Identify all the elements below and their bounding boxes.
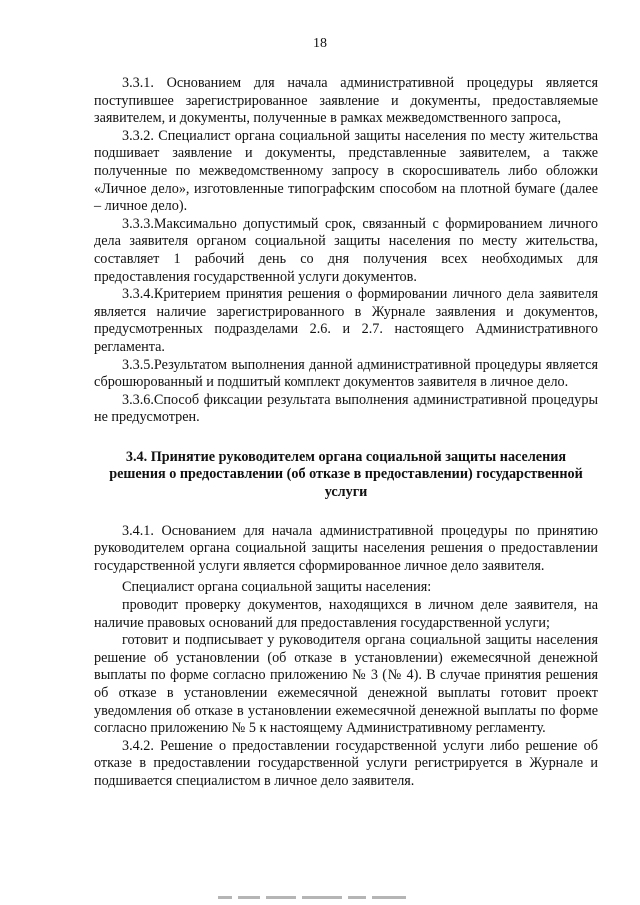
paragraph-3-3-3: 3.3.3.Максимально допустимый срок, связанный с формированием личного дела заявителя органом социальной защиты населения по месту жительства, составляет 1 рабочий день со дня получения всех необходимых для предоставления государственной услуги документов. (94, 215, 598, 285)
section-heading-3-4: 3.4. Принятие руководителем органа социальной защиты населения решения о предоставлении (об отказе в предоставлении) государственной услуги (109, 448, 583, 501)
document-body (94, 75, 598, 791)
paragraph-specialist-intro: Специалист органа социальной защиты населения: (122, 579, 432, 596)
paragraph-3-4-1: 3.4.1. Основанием для начала административной процедуры по принятию руководителем органа социальной защиты населения решения о предоставлении государственной услуги является сформированное личное дело заявителя. (94, 522, 598, 574)
paragraph-3-3-2: 3.3.2. Специалист органа социальной защиты населения по месту жительства подшивает заявление и документы, представленные заявителем, а также полученные по межведомственному запросу в скоросшиватель либо обложки «Личное дело», изготовленные типографским способом на плотной бумаге (далее – личное дело). (94, 127, 598, 215)
page-number: 18 (313, 36, 327, 51)
paragraph-3-3-4: 3.3.4.Критерием принятия решения о формировании личного дела заявителя является наличие зарегистрированного в Журнале заявления и документов, предусмотренных подразделами 2.6. и 2.7. настоящего Административного регламента. (94, 286, 598, 355)
paragraph-prepare-decision: готовит и подписывает у руководителя органа социальной защиты населения решение об установлении (об отказе в установлении) ежемесячной денежной выплаты по форме согласно приложению № 3 (№ 4). В случае принятия решения об отказе в установлении ежемесячной денежной выплаты готовит проект уведомления об отказе в установлении ежемесячной денежной выплаты по форме согласно приложению № 5 к настоящему Административному регламенту. (94, 632, 598, 737)
scan-edge-mark (218, 896, 428, 900)
paragraph-3-3-6: 3.3.6.Способ фиксации результата выполнения административной процедуры не предусмотрен. (94, 391, 598, 426)
paragraph-3-3-5: 3.3.5.Результатом выполнения данной административной процедуры является сброшюрованный и подшитый комплект документов заявителя в личное дело. (94, 356, 598, 391)
paragraph-3-3-1: 3.3.1. Основанием для начала административной процедуры является поступившее зарегистрированное заявление и документы, предоставляемые заявителем, и документы, полученные в рамках межведомственного запроса, (94, 75, 598, 127)
paragraph-check-documents: проводит проверку документов, находящихся в личном деле заявителя, на наличие правовых оснований для предоставления государственной услуги; (94, 597, 598, 631)
paragraph-3-4-2: 3.4.2. Решение о предоставлении государственной услуги либо решение об отказе в предоставлении государственной услуги регистрируется в Журнале и подшивается специалистом в личное дело заявителя. (94, 737, 598, 789)
